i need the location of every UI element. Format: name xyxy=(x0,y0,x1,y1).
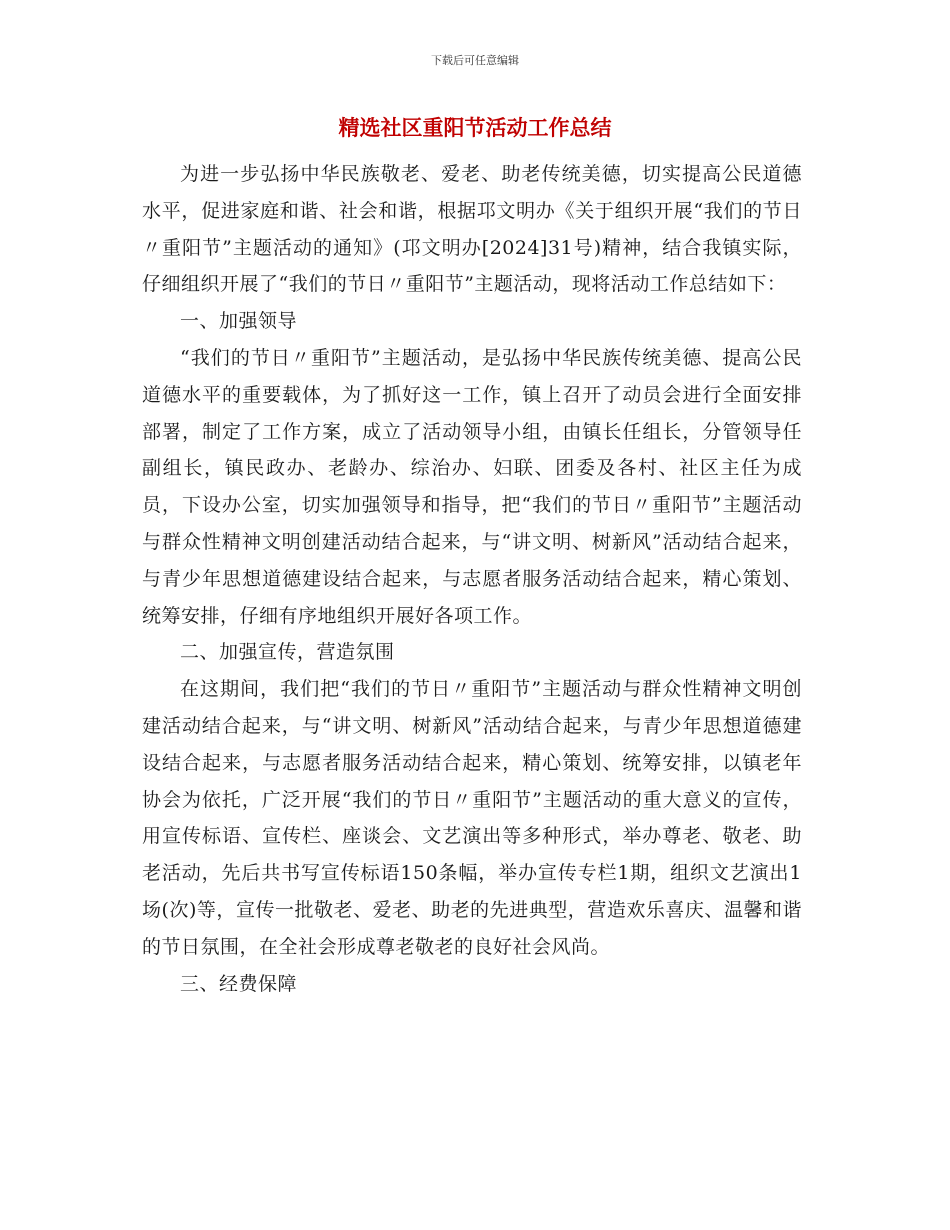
section-heading-2: 二、加强宣传，营造氛围 xyxy=(180,641,395,664)
section-heading-3: 三、经费保障 xyxy=(180,972,298,995)
paragraph-intro: 为进一步弘扬中华民族敬老、爱老、助老传统美德，切实提高公民道德水平，促进家庭和谐、社会和谐，根据邛文明办《关于组织开展“我们的节日〃重阳节”主题活动的通知》(邛文明办[2024]31号)精神，结合我镇实际，仔细组织开展了“我们的节日〃重阳节”主题活动，现将活动工作总结如下： xyxy=(142,163,802,296)
header-note: 下载后可任意编辑 xyxy=(431,54,519,67)
document-body xyxy=(142,156,802,1002)
document-title: 精选社区重阳节活动工作总结 xyxy=(338,116,612,140)
paragraph-section-1: “我们的节日〃重阳节”主题活动，是弘扬中华民族传统美德、提高公民道德水平的重要载体，为了抓好这一工作，镇上召开了动员会进行全面安排部署，制定了工作方案，成立了活动领导小组，由镇长任组长，分管领导任副组长，镇民政办、老龄办、综治办、妇联、团委及各村、社区主任为成员，下设办公室，切实加强领导和指导，把“我们的节日〃重阳节”主题活动与群众性精神文明创建活动结合起来，与“讲文明、树新风”活动结合起来，与青少年思想道德建设结合起来，与志愿者服务活动结合起来，精心策划、统筹安排，仔细有序地组织开展好各项工作。 xyxy=(142,346,802,627)
paragraph-section-2: 在这期间，我们把“我们的节日〃重阳节”主题活动与群众性精神文明创建活动结合起来，与“讲文明、树新风”活动结合起来，与青少年思想道德建设结合起来，与志愿者服务活动结合起来，精心策划、统筹安排，以镇老年协会为依托，广泛开展“我们的节日〃重阳节”主题活动的重大意义的宣传，用宣传标语、宣传栏、座谈会、文艺演出等多种形式，举办尊老、敬老、助老活动，先后共书写宣传标语150条幅，举办宣传专栏1期，组织文艺演出1场(次)等，宣传一批敬老、爱老、助老的先进典型，营造欢乐喜庆、温馨和谐的节日氛围，在全社会形成尊老敬老的良好社会风尚。 xyxy=(142,678,802,958)
section-heading-1: 一、加强领导 xyxy=(180,310,298,333)
